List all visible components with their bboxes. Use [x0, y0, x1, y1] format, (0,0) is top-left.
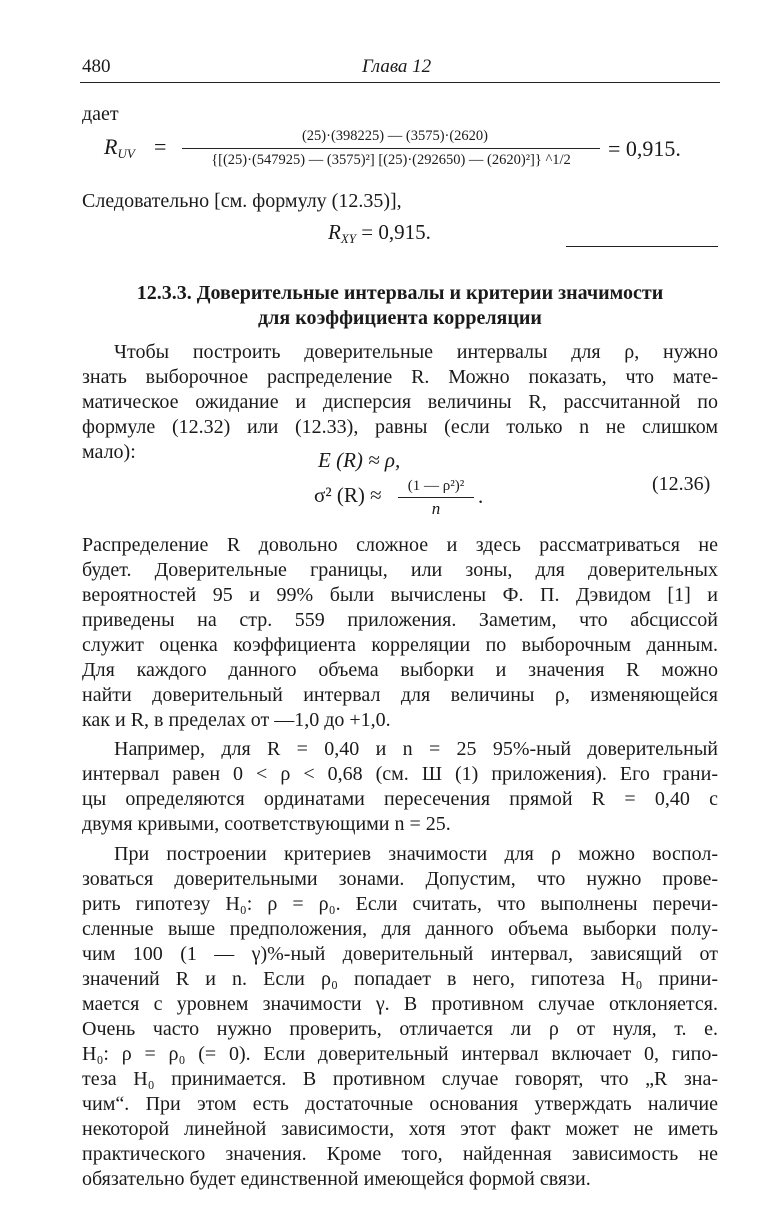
para4-line: некоторой линейной зависимости, хотя этот факт может не иметь	[82, 1118, 718, 1140]
para4-line: При построении критериев значимости для ρ можно воспол-	[114, 843, 718, 865]
para4-line: рить гипотезу H₀: ρ = ρ₀. Если считать, что выполнены перечи-	[82, 893, 718, 915]
chapter-title: Глава 12	[362, 56, 432, 77]
para4-line: чим“. При этом есть достаточные основания утверждать наличие	[82, 1093, 718, 1115]
para3-line: Например, для R = 0,40 и n = 25 95%-ный доверительный	[114, 738, 718, 760]
para4-line: обязательно будет единственной имеющейся формой связи.	[82, 1168, 591, 1190]
para3-line: цы определяются ординатами пересечения прямой R = 0,40 с	[82, 788, 718, 810]
formula3-line1: E (R) ≈ ρ,	[318, 448, 401, 472]
para4-line: H₀: ρ = ρ₀ (= 0). Если доверительный интервал включает 0, гипо-	[82, 1043, 718, 1065]
para2-line: приведены на стр. 559 приложения. Заметим, что абсциссой	[82, 609, 718, 631]
para2-line: Распределение R довольно сложное и здесь рассматриваться не	[82, 534, 718, 556]
section-separator-rule	[566, 246, 718, 247]
para2-line: как и R, в пределах от —1,0 до +1,0.	[82, 709, 391, 731]
page-header	[82, 56, 718, 82]
section-title-line1: 12.3.3. Доверительные интервалы и критерии значимости	[136, 282, 664, 304]
para2-line: Для каждого данного объема выборки и значения R можно	[82, 659, 718, 681]
para4-line: сленные выше предположения, для данного объема выборки полу-	[82, 918, 718, 940]
para4-line: мается с уровнем значимости γ. В противном случае отклоняется.	[82, 993, 718, 1015]
formula3-line2-lhs: σ² (R) ≈	[314, 483, 382, 507]
para3-line: двумя кривыми, соответствующими n = 25.	[82, 813, 451, 835]
formula3-denominator: n	[431, 499, 441, 518]
formula3-period: .	[478, 484, 484, 508]
para1-line: формуле (12.32) или (12.33), равны (если только n не слишком	[82, 416, 718, 438]
para2-line: вероятностей 95 и 99% были вычислены Ф. П. Дэвидом [1] и	[82, 584, 718, 606]
para4-line: Очень часто нужно проверить, отличается ли ρ от нуля, т. е.	[82, 1018, 718, 1040]
page-number: 480	[82, 56, 111, 77]
equation-number: (12.36)	[652, 473, 711, 495]
formula3-numerator: (1 — ρ²)²	[407, 478, 465, 494]
para1-line: мало):	[82, 441, 136, 463]
section-title-line2: для коэффициента корреляции	[258, 307, 542, 329]
formula1-denominator: {[(25)·(547925) — (3575)²] [(25)·(292650) — (2620)²]} ^1/2	[211, 152, 571, 168]
para4-line: практического значения. Кроме того, найденная зависимость не	[82, 1143, 718, 1165]
para2-line: служит оценка коэффициента корреляции по выборочным данным.	[82, 634, 718, 656]
para4-line: значений R и n. Если ρ₀ попадает в него, гипотеза H₀ прини-	[82, 968, 718, 990]
formula1-lhs: $R_{UV}$	[104, 134, 135, 161]
para1-line: матическое ожидание и дисперсия величины R, рассчитанной по	[82, 391, 718, 413]
intro-word: дает	[82, 103, 119, 125]
formula1-result: = 0,915.	[608, 136, 681, 161]
para4-line: зоваться доверительными зонами. Допустим, что нужно прове-	[82, 868, 718, 890]
formula1-equals: =	[154, 134, 167, 159]
para1-line: знать выборочное распределение R. Можно показать, что мате-	[82, 366, 718, 388]
formula3-fraction-bar	[398, 497, 474, 498]
formula1-fraction-bar	[182, 148, 600, 149]
para2-line: найти доверительный интервал для величины ρ, изменяющейся	[82, 684, 718, 706]
para4-line: чим 100 (1 — γ)%-ный доверительный интервал, зависящий от	[82, 943, 718, 965]
para4-line: теза H₀ принимается. В противном случае говорят, что „R зна-	[82, 1068, 718, 1090]
para3-line: интервал равен 0 < ρ < 0,68 (см. Ш (1) приложения). Его грани-	[82, 763, 718, 785]
consequence-line: Следовательно [см. формулу (12.35)],	[82, 190, 402, 212]
formula2: $R_{XY} = 0,915$.	[328, 220, 431, 246]
para1-line: Чтобы построить доверительные интервалы для ρ, нужно	[114, 341, 718, 363]
para2-line: будет. Доверительные границы, или зоны, для доверительных	[82, 559, 718, 581]
header-rule	[80, 82, 720, 83]
formula1-numerator: (25)·(398225) — (3575)·(2620)	[301, 128, 489, 144]
